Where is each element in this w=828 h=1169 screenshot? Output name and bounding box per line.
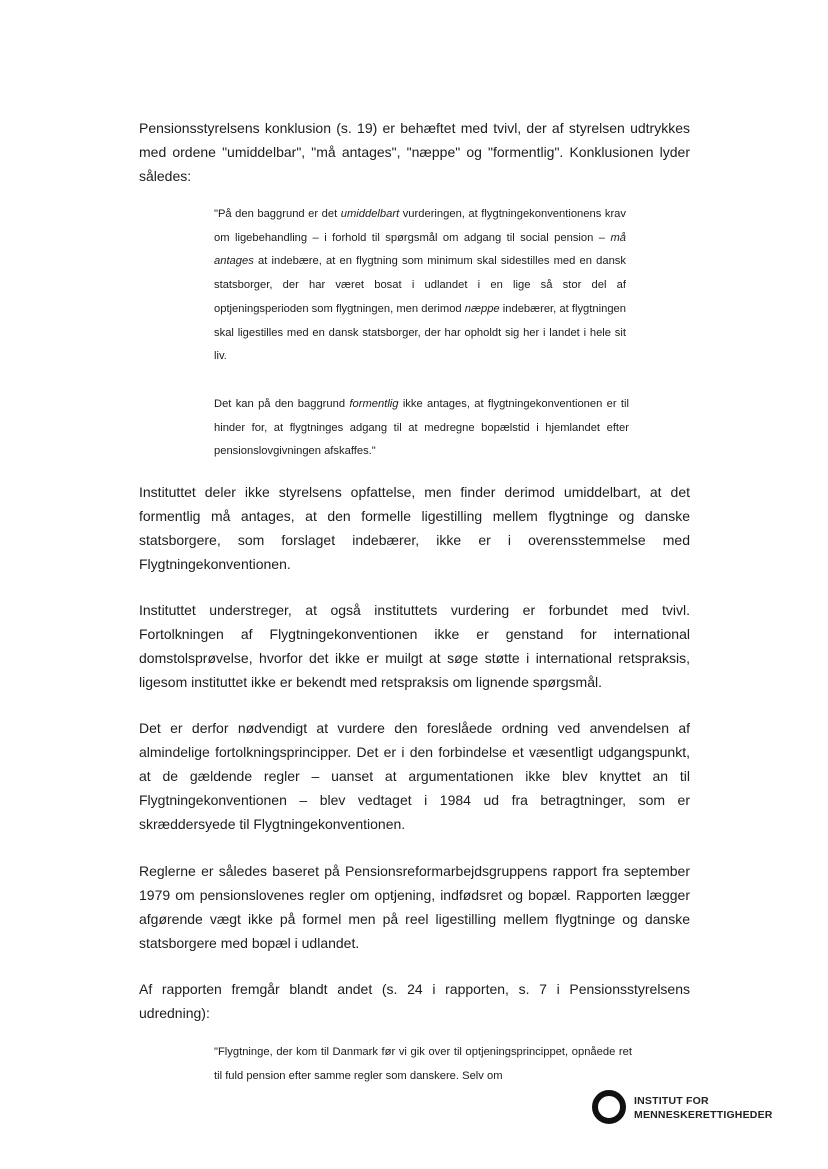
- quote-text: Det kan på den baggrund: [214, 398, 350, 410]
- paragraph-conclusion-intro: Pensionsstyrelsens konklusion (s. 19) er behæftet med tvivl, der af styrelsen udtrykkes med ordene "umiddelbar", "må antages", "næppe" og "formentlig". Konklusionen lyder således:: [139, 120, 690, 184]
- logo-line-1: INSTITUT FOR: [634, 1095, 709, 1107]
- quote-text: indebærer, at flygtningen skal ligestilles med en dansk statsborger, der har opholdt sig her i landet i hele sit liv.: [214, 302, 626, 363]
- quote-block-1: [214, 203, 626, 369]
- quote-text: at indebære, at en flygtning som minimum skal sidestilles med en dansk statsborger, der har været bosat i udlandet i en lige så stor del af optjeningsperioden som flygtningen, men derimod: [214, 255, 626, 315]
- quote-emphasis: formentlig: [349, 398, 399, 410]
- quote-text: "På den baggrund er det: [214, 208, 341, 220]
- institute-logo: [592, 1090, 792, 1130]
- quote-emphasis: må antages: [214, 231, 626, 268]
- quote-block-3: "Flygtninge, der kom til Danmark før vi gik over til optjeningsprincippet, opnåede ret til fuld pension efter samme regler som danskere. Selv om: [214, 1046, 632, 1082]
- logo-line-2: MENNESKERETTIGHEDER: [634, 1109, 773, 1121]
- quote-emphasis: umiddelbart: [340, 208, 400, 220]
- quote-block-2: [214, 393, 629, 464]
- quote-text: vurderingen, at flygtningekonventionens krav om ligebehandling – i forhold til spørgsmål om adgang til social pension –: [214, 208, 626, 244]
- paragraph-institute-view: Instituttet deler ikke styrelsens opfattelse, men finder derimod umiddelbart, at det formentlig må antages, at den formelle ligestilling mellem flygtninge og danske statsborgere, som forslaget indebærer, ikke er i overensstemmelse med Flygtningekonventionen.: [139, 484, 690, 572]
- ring-logo-icon: [592, 1090, 626, 1124]
- quote-text: ikke antages, at flygtningekonventionen er til hinder for, at flygtninges adgang til at medregne bopælstid i hjemlandet efter pensionslovgivningen afskaffes.": [214, 398, 629, 457]
- paragraph-institute-doubt: Instituttet understreger, at også instituttets vurdering er forbundet med tvivl. Fortolkningen af Flygtningekonventionen ikke er genstand for international domstolsprøvelse, hvorfor det ikke er muilgt at søge støtte i international retspraksis, ligesom instituttet ikke er bekendt med retspraksis om lignende spørgsmål.: [139, 602, 690, 690]
- paragraph-interpretation: Det er derfor nødvendigt at vurdere den foreslåede ordning ved anvendelsen af almindelige fortolkningsprincipper. Det er i den forbindelse et væsentligt udgangspunkt, at de gældende regler – uanset at argumentationen ikke blev knyttet an til Flygtningekonventionen – blev vedtaget i 1984 ud fra betragtninger, som er skræddersyede til Flygtningekonventionen.: [139, 720, 690, 832]
- logo-text: [634, 1094, 773, 1122]
- quote-emphasis: næppe: [464, 302, 500, 315]
- paragraph-report-basis: Reglerne er således baseret på Pensionsreformarbejdsgruppens rapport fra september 1979 om pensionslovenes regler om optjening, indfødsret og bopæl. Rapporten lægger afgørende vægt ikke på formel men på reel ligestilling mellem flygtninge og danske statsborgere med bopæl i udlandet.: [139, 863, 690, 951]
- paragraph-report-citation: Af rapporten fremgår blandt andet (s. 24 i rapporten, s. 7 i Pensionsstyrelsens udredning):: [139, 981, 690, 1021]
